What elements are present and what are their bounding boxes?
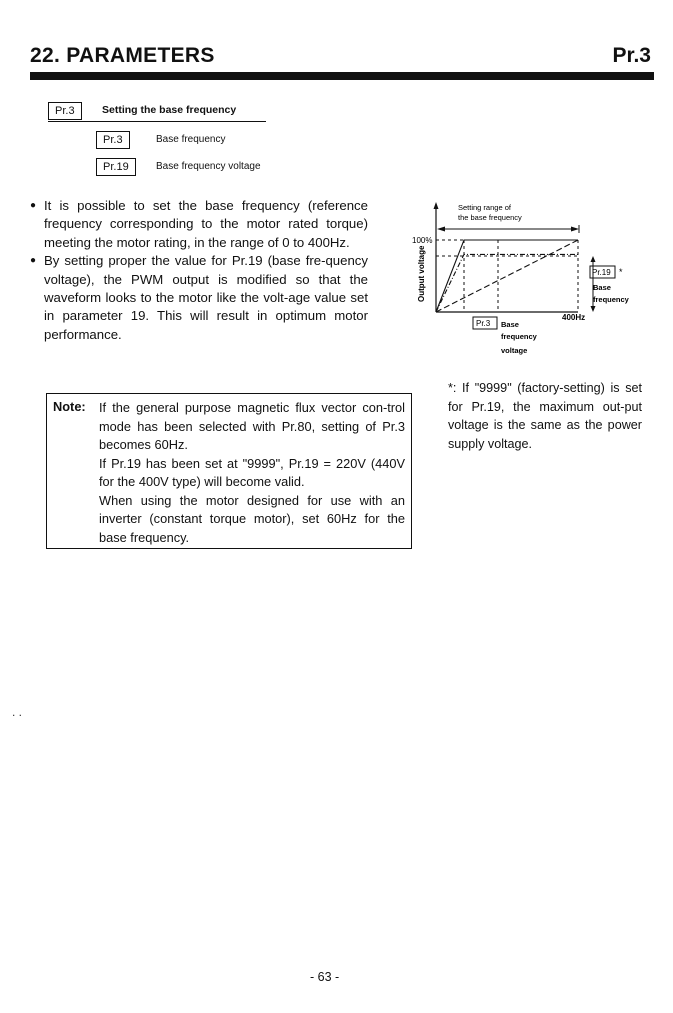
note-body [99,399,405,547]
sub-param-label-pr19: Base frequency voltage [156,161,261,172]
range-arrow-right-icon [571,227,579,232]
base-frequency-voltage-label: Base [501,320,519,329]
base-voltage-arrow-down-icon [591,306,596,312]
sub-param-label-pr3: Base frequency [156,134,226,145]
note-label: Note: [53,399,86,414]
pr3-label: Pr.3 [476,319,491,328]
page-tag: Pr.3 [612,44,651,67]
base-frequency-voltage-label: voltage [501,346,528,355]
header-rule [30,72,654,80]
base-voltage-arrow-up-icon [591,256,596,262]
chart-title-line: the base frequency [458,213,522,222]
note-paragraph: If the general purpose magnetic flux vector con-trol mode has been selected with Pr.80, setting of Pr.3 becomes 60Hz. [99,400,405,452]
footnote: *: If "9999" (factory-setting) is set for Pr.19, the maximum out-put voltage is the same as the power supply voltage. [448,381,642,451]
page-number: - 63 - [310,970,340,984]
stray-mark: . . [12,705,23,719]
base-frequency-voltage-label: frequency [501,332,537,341]
main-param-box: Pr.3 [48,102,82,120]
note-paragraph: If Pr.19 has been set at "9999", Pr.19 = 220V (440V for the 400V type) will become valid. [99,455,405,489]
x-tick-label: 400Hz [562,313,586,322]
chart-title [458,203,522,222]
main-heading: Setting the base frequency [102,104,237,116]
bullet-item: ● By setting proper the value for Pr.19 (base fre-quency voltage), the PWM output is modified so that the waveform looks to the motor like the volt-age value set in parameter 19. This will result in optimum motor performance. [30,252,368,344]
range-arrow-left-icon [437,227,445,232]
heading-rule [48,121,266,122]
series-layer [436,240,578,312]
bullet-list [30,197,368,344]
y-axis-arrow-icon [434,202,439,209]
section-title: 22. PARAMETERS [30,44,215,67]
pr19-label: Pr.19 [592,268,611,277]
chart-title-line: Setting range of [458,203,511,212]
sub-param-box-pr19: Pr.19 [96,158,136,176]
series-line [436,240,578,312]
pr19-asterisk: * [619,267,623,277]
note-paragraph: When using the motor designed for use with an inverter (constant torque motor), set 60Hz for the base frequency. [99,492,405,545]
y-tick-label: 100% [412,236,433,245]
bullet-item: ● It is possible to set the base frequency (reference frequency corresponding to the motor rated torque) meeting the motor rating, in the range of 0 to 400Hz. [30,197,368,252]
y-axis-label: Output voltage [417,245,426,302]
base-frequency-label: Base [593,283,611,292]
base-frequency-chart [400,196,640,366]
base-frequency-label: frequency [593,295,629,304]
series-line [436,254,578,312]
sub-param-box-pr3: Pr.3 [96,131,130,149]
range-arrow [437,225,579,233]
